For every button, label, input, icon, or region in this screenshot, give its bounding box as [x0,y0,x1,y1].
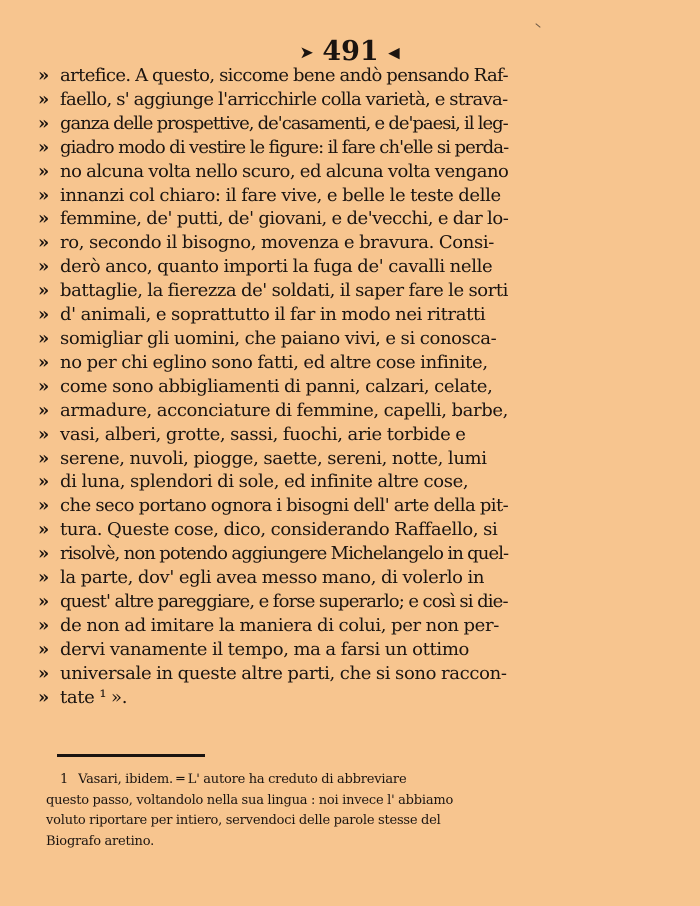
footnote-marker: 1 [60,772,69,787]
right-ornament-icon: ◀ [388,43,400,62]
quote-mark: » [38,65,49,86]
quote-mark: » [38,351,49,373]
quote-mark: » [38,423,49,445]
quote-mark: » [38,638,49,660]
quote-mark: » [38,519,49,541]
footnote-line: questo passo, voltandolo nella sua lingua : noi invece l' abbiamo [46,792,454,808]
text-line [38,255,508,279]
text-line [38,279,508,303]
line-text: battaglie, la fierezza de' soldati, il saper fare le sorti [60,280,508,302]
text-line [38,662,508,686]
scan-speck [535,23,540,28]
text-line [38,494,508,518]
text-line [38,518,508,542]
text-line [38,231,508,255]
line-text: che seco portano ognora i bisogni dell' arte della pit- [60,495,509,517]
text-line [38,447,508,471]
quote-mark: » [38,160,49,182]
text-line [38,136,508,160]
line-text: tura. Queste cose, dico, considerando Raffaello, si [60,519,498,541]
line-text: somigliar gli uomini, che paiano vivi, e si conosca- [60,327,497,349]
text-line [38,351,508,375]
quote-mark: » [38,686,49,708]
text-line [38,64,508,88]
quote-mark: » [38,399,49,421]
line-text: artefice. A questo, siccome bene andò pensando Raf- [60,65,508,86]
line-text: armadure, acconciature di femmine, capelli, barbe, [60,399,509,421]
quote-mark: » [38,590,49,612]
footnote-line [46,770,506,791]
line-text: tate ¹ ». [60,686,128,708]
footnote [46,770,506,852]
quote-mark: » [38,567,49,589]
text-line [38,303,508,327]
footnote-line: Biografo aretino. [46,833,155,849]
text-line [38,566,508,590]
line-text: innanzi col chiaro: il fare vive, e belle le teste delle [60,184,501,206]
quote-mark: » [38,208,49,230]
text-line [38,542,508,566]
footnote-text: Vasari, ibidem. ═ L' autore ha creduto di abbreviare [78,772,407,787]
quote-mark: » [38,327,49,349]
quote-mark: » [38,471,49,493]
text-line [38,160,508,184]
line-text: derò anco, quanto importi la fuga de' cavalli nelle [60,256,493,278]
quote-mark: » [38,88,49,110]
quote-mark: » [38,184,49,206]
text-line [38,686,508,710]
quote-mark: » [38,256,49,278]
text-line [38,184,508,208]
quote-mark: » [38,614,49,636]
text-line [38,470,508,494]
text-line [38,423,508,447]
footnote-divider [57,754,205,757]
line-text: ro, secondo il bisogno, movenza e bravura. Consi- [60,232,495,254]
text-line [38,399,508,423]
line-text: universale in queste altre parti, che si sono raccon- [60,662,507,684]
line-text: de non ad imitare la maniera di colui, per non per- [60,614,499,636]
quote-mark: » [38,447,49,469]
line-text: la parte, dov' egli avea messo mano, di volerlo in [60,567,485,589]
line-text: di luna, splendori di sole, ed infinite altre cose, [60,471,469,493]
quote-mark: » [38,543,49,565]
quote-mark: » [38,375,49,397]
quote-mark: » [38,304,49,326]
line-text: femmine, de' putti, de' giovani, e de'vecchi, e dar lo- [60,208,509,230]
line-text: risolvè, non potendo aggiungere Michelangelo in quel- [60,543,509,565]
page-number: 491 [322,36,379,67]
text-line [38,375,508,399]
line-text: dervi vanamente il tempo, ma a farsi un ottimo [60,638,470,660]
line-text: vasi, alberi, grotte, sassi, fuochi, arie torbide e [60,423,466,445]
quote-mark: » [38,112,49,134]
quote-mark: » [38,136,49,158]
line-text: no alcuna volta nello scuro, ed alcuna volta vengano [60,160,509,182]
text-line [38,207,508,231]
left-ornament-icon: ➤ [300,43,313,62]
quote-mark: » [38,232,49,254]
text-line [38,638,508,662]
line-text: no per chi eglino sono fatti, ed altre cose infinite, [60,351,488,373]
line-text: ganza delle prospettive, de'casamenti, e de'paesi, il leg- [60,112,508,134]
footnote-line: voluto riportare per intiero, servendoci delle parole stesse del [46,813,441,829]
text-line [38,327,508,351]
text-line [38,88,508,112]
line-text: serene, nuvoli, piogge, saette, sereni, notte, lumi [60,447,487,469]
line-text: come sono abbigliamenti di panni, calzari, celate, [60,375,493,397]
line-text: faello, s' aggiunge l'arricchirle colla varietà, e strava- [60,88,508,110]
quote-mark: » [38,662,49,684]
quote-mark: » [38,495,49,517]
line-text: quest' altre pareggiare, e forse superarlo; e così si die- [60,590,508,612]
text-line [38,590,508,614]
text-line [38,614,508,638]
quote-mark: » [38,280,49,302]
line-text: giadro modo di vestire le figure: il fare ch'elle si perda- [60,136,509,158]
line-text: d' animali, e soprattutto il far in modo nei ritratti [60,304,486,326]
body-text [38,64,508,709]
text-line [38,112,508,136]
